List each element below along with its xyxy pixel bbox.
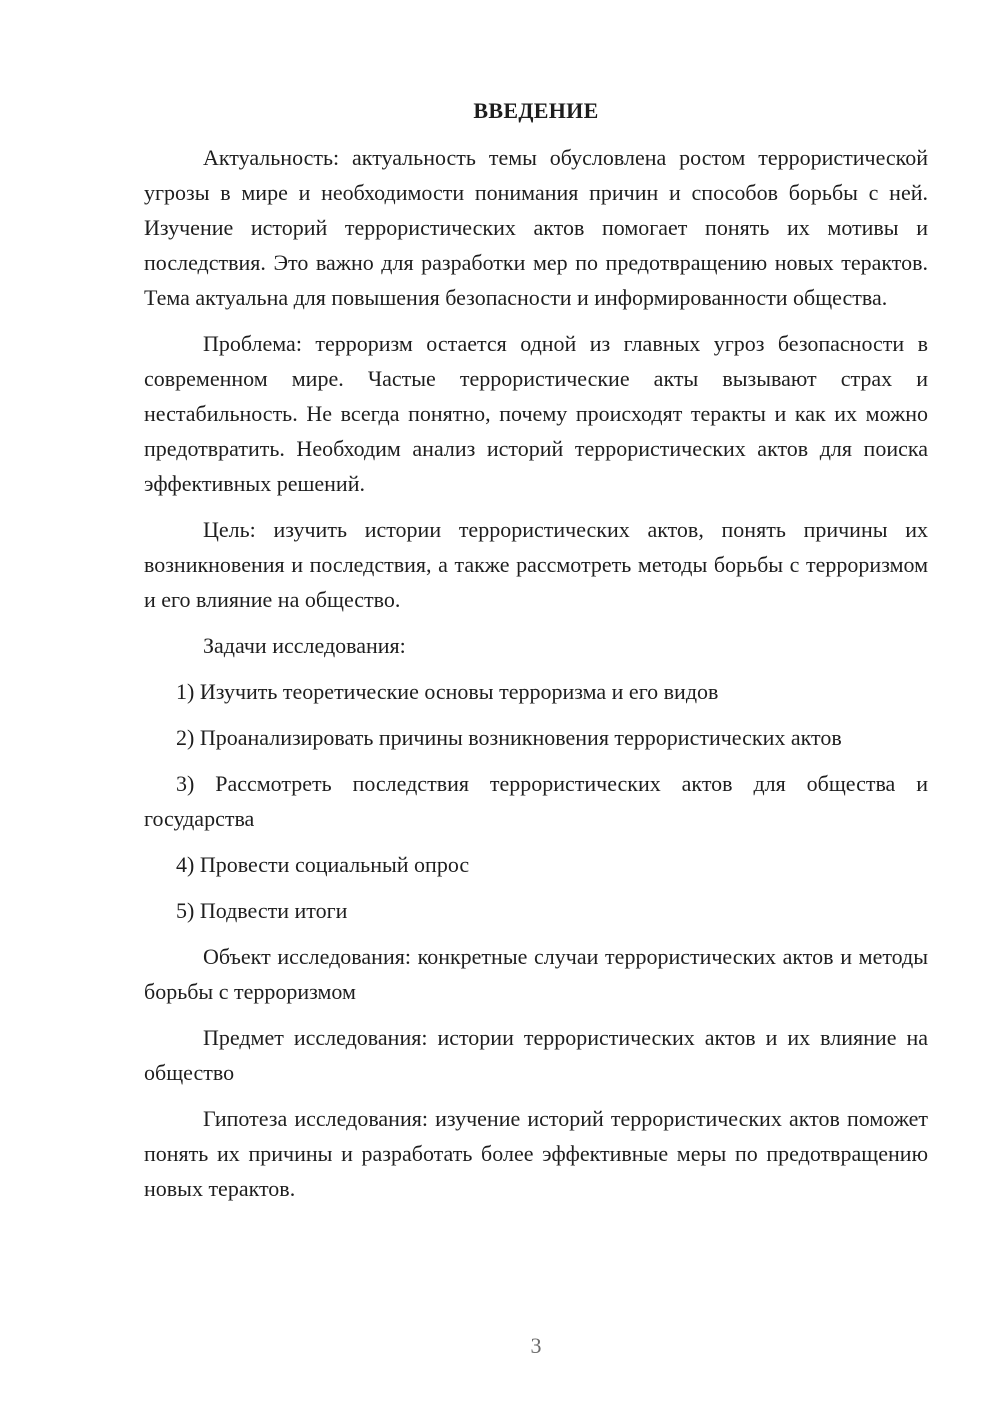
task-item: 1) Изучить теоретические основы терроризма и его видов: [176, 679, 719, 704]
task-item: 3) Рассмотреть последствия террористических актов для общества и государства: [144, 771, 928, 831]
goal-paragraph: Цель: изучить истории террористических актов, понять причины их возникновения и последствия, а также рассмотреть методы борьбы с терроризмом и его влияние на общество.: [144, 517, 928, 612]
hypothesis-paragraph: Гипотеза исследования: изучение историй террористических актов поможет понять их причины и разработать более эффективные меры по предотвращению новых терактов.: [144, 1106, 928, 1201]
page-title: ВВЕДЕНИЕ: [473, 98, 599, 123]
task-item: 4) Провести социальный опрос: [176, 852, 470, 877]
task-item: 2) Проанализировать причины возникновения террористических актов: [176, 725, 842, 750]
page-number: 3: [530, 1333, 542, 1358]
relevance-paragraph: Актуальность: актуальность темы обусловлена ростом террористической угрозы в мире и необходимости понимания причин и способов борьбы с ней. Изучение историй террористических актов помогает понять их мотивы и последствия. Это важно для разработки мер по предотвращению новых терактов. Тема актуальна для повышения безопасности и информированности общества.: [144, 145, 928, 310]
subject-paragraph: Предмет исследования: истории террористических актов и их влияние на общество: [144, 1025, 928, 1085]
task-item: 5) Подвести итоги: [176, 898, 348, 923]
page-body: [144, 96, 928, 1217]
tasks-heading: Задачи исследования:: [203, 633, 406, 658]
object-paragraph: Объект исследования: конкретные случаи террористических актов и методы борьбы с терроризмом: [144, 944, 928, 1004]
problem-paragraph: Проблема: терроризм остается одной из главных угроз безопасности в современном мире. Частые террористические акты вызывают страх и нестабильность. Не всегда понятно, почему происходят теракты и как их можно предотвратить. Необходим анализ историй террористических актов для поиска эффективных решений.: [144, 331, 928, 496]
